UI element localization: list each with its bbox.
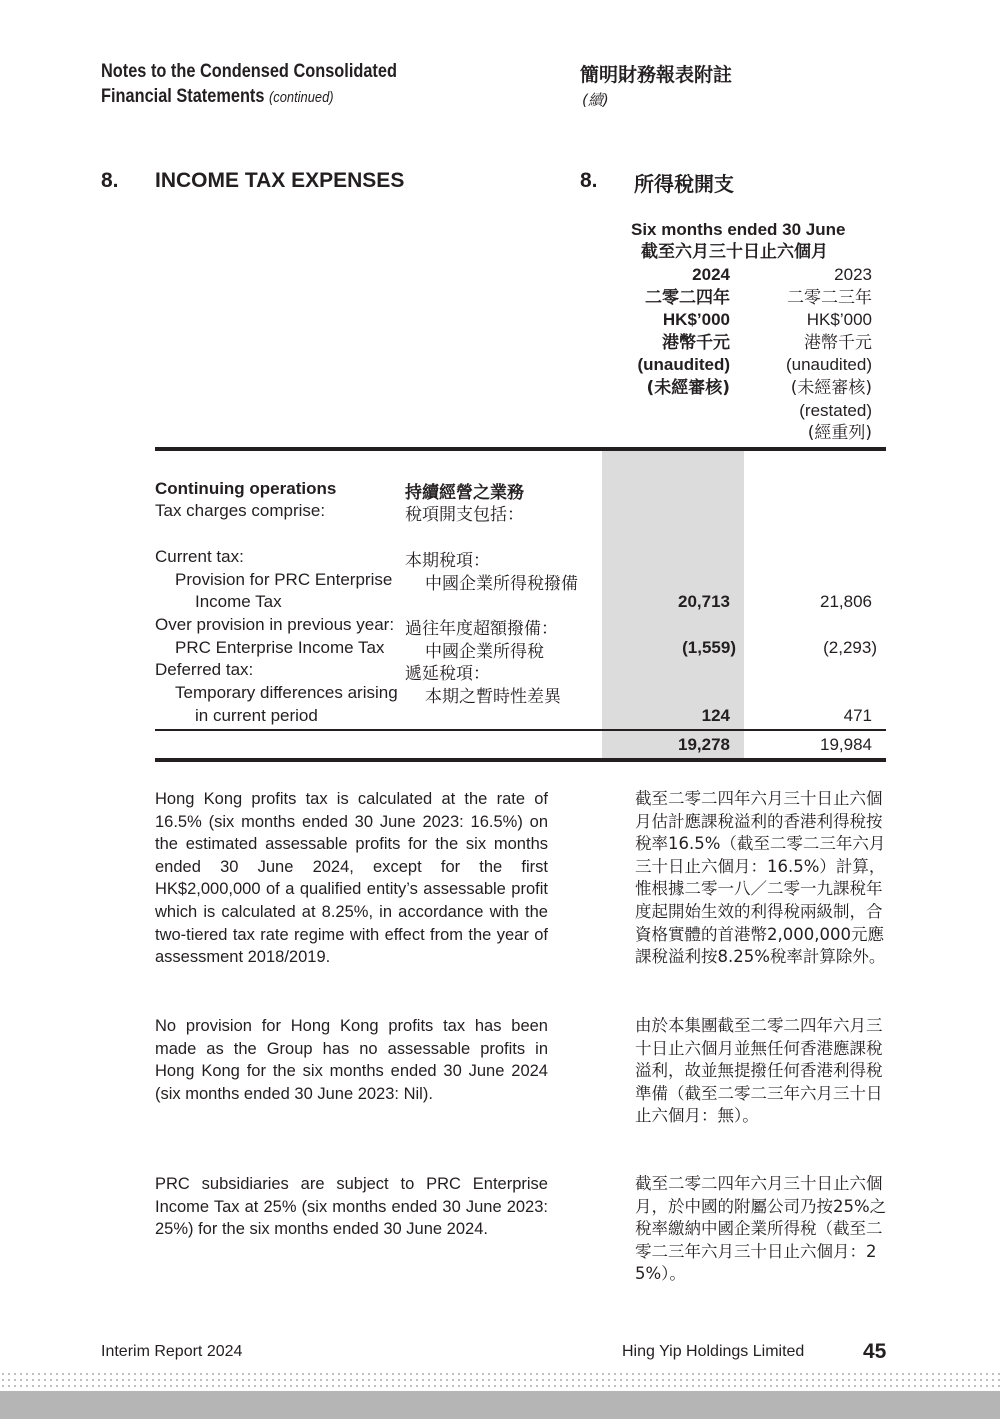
paragraph-en: Hong Kong profits tax is calculated at the rate of 16.5% (six months ended 30 June 2023: 16.5%) on the estimated assessable profits for the six months ended 30 June 2024, except for the first HK$2,000,000 of a qualified entity’s assessable profit which is calculated at 8.25%, in accordance with the two-tiered tax rate regime with effect from the year of assessment 2018/2019. <box>155 790 548 967</box>
row-label: PRC Enterprise Income Tax <box>175 638 385 657</box>
col-2023-year: 2023 <box>834 265 872 284</box>
section-number-cn: 8. <box>580 169 598 192</box>
row-label: Tax charges comprise: <box>155 501 326 520</box>
header-line-2: Financial Statements <box>101 86 265 107</box>
col-2023-audit-cn: (未經審核) <box>790 377 872 398</box>
col-2023-currency-cn: 港幣千元 <box>804 332 872 353</box>
col-2023-restated: (restated) <box>799 400 872 420</box>
footer-company-name: Hing Yip Holdings Limited <box>622 1343 805 1360</box>
paragraph-cn: 由於本集團截至二零二四年六月三十日止六個月並無任何香港應課稅溢利，故並無提撥任何香港利得稅準備（截至二零二三年六月三十日止六個月：無）。 <box>635 1016 883 1126</box>
row-label: Continuing operations <box>155 479 337 498</box>
section-title-cn: 所得稅開支 <box>634 172 734 196</box>
col-2023-audit: (unaudited) <box>785 355 872 375</box>
header-line-1: Notes to the Condensed Consolidated <box>101 61 397 82</box>
col-2024-audit-cn: (未經審核) <box>646 377 730 398</box>
table-top-rule <box>155 447 886 451</box>
footer-band <box>0 1391 1000 1419</box>
value-2024: 20,713 <box>678 592 730 611</box>
row-label-cn: 中國企業所得稅撥備 <box>425 574 578 594</box>
total-2024: 19,278 <box>678 735 730 754</box>
col-2024-year-cn: 二零二四年 <box>645 287 730 308</box>
header-continued: (continued) <box>268 89 334 106</box>
row-label: Income Tax <box>195 592 282 611</box>
footer-report-name: Interim Report 2024 <box>101 1343 243 1360</box>
footer-dot-pattern <box>0 1371 1000 1391</box>
paragraph-cn: 截至二零二四年六月三十日止六個月，於中國的附屬公司乃按25%之稅率繳納中國企業所得稅（截至二零二三年六月三十日止六個月：25%）。 <box>635 1174 887 1284</box>
value-2024: 124 <box>701 706 730 725</box>
row-label-cn: 本期稅項： <box>405 551 490 571</box>
col-2024-currency: HK$’000 <box>662 310 730 330</box>
row-label: Over provision in previous year: <box>155 615 395 634</box>
paragraph-en: PRC subsidiaries are subject to PRC Enterprise Income Tax at 25% (six months ended 30 June 2023: 25%) for the six months ended 30 June 2024. <box>155 1175 548 1239</box>
row-label: in current period <box>195 706 318 725</box>
row-label-cn: 稅項開支包括： <box>405 505 524 525</box>
paragraph-cn: 截至二零二四年六月三十日止六個月估計應課稅溢利的香港利得稅按稅率16.5%（截至二零二三年六月三十日止六個月：16.5%）計算，惟根據二零一八／二零一九課稅年度起開始生效的利得稅兩級制，合資格實體的首港幣2,000,000元應課稅溢利按8.25%稅率計算除外。 <box>635 789 886 967</box>
section-number: 8. <box>101 169 119 192</box>
paragraph-en: No provision for Hong Kong profits tax has been made as the Group has no assessable profits in Hong Kong for the six months ended 30 June 2024 (six months ended 30 June 2023: Nil). <box>155 1017 548 1103</box>
page-number: 45 <box>863 1340 887 1363</box>
value-2023: 21,806 <box>820 592 872 611</box>
col-2023-heading <box>786 264 872 445</box>
col-2023-restated-cn: (經重列) <box>807 423 872 444</box>
row-label-cn: 本期之暫時性差異 <box>425 687 561 707</box>
value-2023: 471 <box>843 706 872 725</box>
total-2023: 19,984 <box>820 735 872 754</box>
col-2024-currency-cn: 港幣千元 <box>662 332 730 353</box>
col-2023-year-cn: 二零二三年 <box>787 287 872 308</box>
row-label: Provision for PRC Enterprise <box>175 570 393 589</box>
row-label: Current tax: <box>155 547 244 566</box>
row-label: Temporary differences arising <box>175 683 398 702</box>
col-2024-year: 2024 <box>692 265 730 284</box>
header-title-en <box>101 61 397 108</box>
row-label-cn: 遞延稅項： <box>405 664 490 684</box>
row-label-cn: 中國企業所得稅 <box>425 642 544 662</box>
col-2024-audit: (unaudited) <box>637 355 730 375</box>
table-bottom-rule <box>155 758 886 762</box>
col-2023-currency: HK$’000 <box>806 310 872 330</box>
col-2024-heading <box>637 264 730 400</box>
period-heading-cn: 截至六月三十日止六個月 <box>641 242 828 262</box>
row-label-cn: 持續經營之業務 <box>405 483 524 503</box>
value-2024: (1,559) <box>682 638 736 657</box>
header-title-cn: 簡明財務報表附註 <box>580 64 733 86</box>
subtotal-rule <box>155 729 886 731</box>
header-continued-cn: (續) <box>582 91 609 109</box>
row-label: Deferred tax: <box>155 660 254 679</box>
value-2023: (2,293) <box>823 638 877 657</box>
period-heading: Six months ended 30 June <box>631 220 846 239</box>
section-title: INCOME TAX EXPENSES <box>155 169 405 192</box>
row-label-cn: 過往年度超額撥備： <box>405 619 558 639</box>
